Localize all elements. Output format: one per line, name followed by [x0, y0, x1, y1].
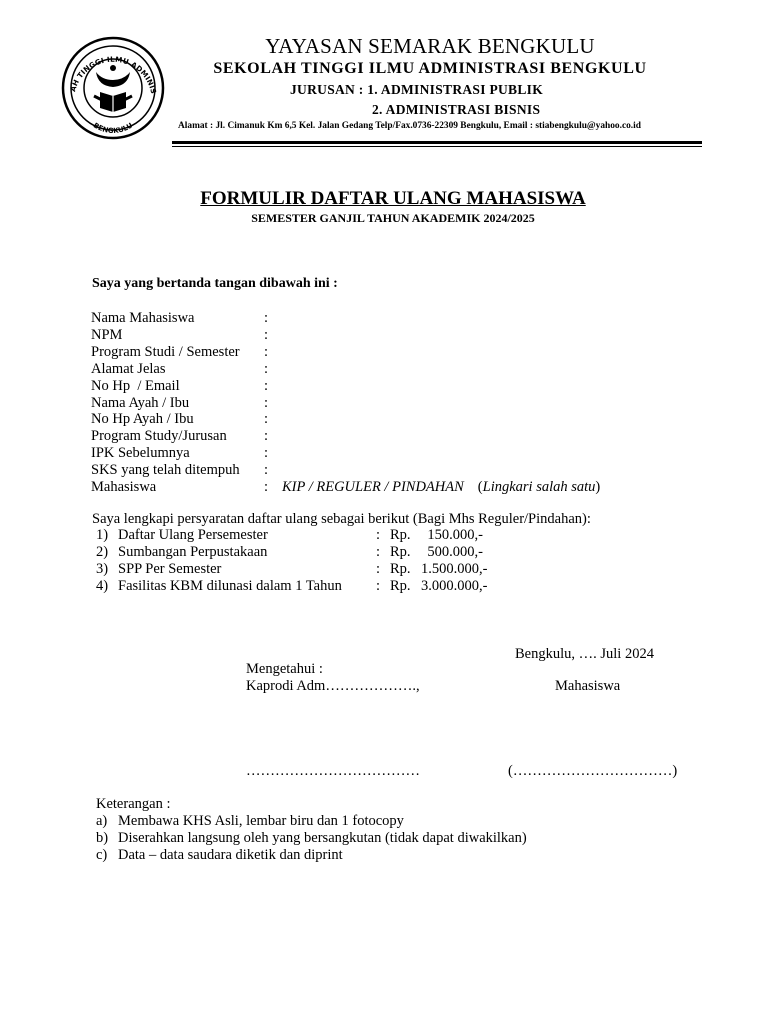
requirement-amount: 3.000.000,-	[421, 577, 488, 594]
requirement-number: 1)	[96, 527, 109, 543]
requirement-number: 2)	[96, 543, 109, 560]
field-colon: :	[264, 377, 269, 394]
requirement-currency: Rp.	[390, 543, 411, 560]
form-title: FORMULIR DAFTAR ULANG MAHASISWA	[200, 188, 586, 209]
note-item	[96, 813, 527, 830]
requirement-colon: :	[376, 560, 381, 577]
note-item	[96, 847, 527, 864]
student-signature-label: Mahasiswa	[555, 678, 621, 694]
student-fields	[91, 310, 600, 496]
field-colon: :	[264, 445, 269, 462]
field-colon: :	[264, 343, 269, 360]
requirement-currency: Rp.	[390, 577, 411, 594]
form-subtitle: SEMESTER GANJIL TAHUN AKADEMIK 2024/2025	[251, 211, 535, 225]
field-row-program-semester	[91, 344, 600, 361]
requirement-label: Fasilitas KBM dilunasi dalam 1 Tahun	[118, 577, 342, 594]
foundation-name: YAYASAN SEMARAK BENGKULU	[265, 34, 595, 58]
field-label: Mahasiswa	[91, 479, 157, 496]
requirement-colon: :	[376, 543, 381, 560]
notes-list	[96, 813, 527, 864]
note-letter: c)	[96, 846, 108, 863]
requirement-item	[96, 527, 483, 544]
field-row-name	[91, 310, 600, 327]
place-date: Bengkulu, …. Juli 2024	[515, 646, 654, 662]
field-colon: :	[264, 326, 269, 343]
note-text: Lingkari salah satu	[482, 479, 596, 496]
student-type-options[interactable]: KIP / REGULER / PINDAHAN	[282, 479, 464, 496]
field-colon: :	[264, 411, 269, 428]
requirement-item	[96, 577, 488, 595]
note-text: Data – data saudara diketik dan diprint	[118, 846, 343, 863]
requirement-label: SPP Per Semester	[118, 560, 222, 577]
field-label: Nama Mahasiswa	[91, 310, 195, 326]
logo-text-bottom: BENGKULU	[91, 121, 135, 136]
field-row-sks	[91, 462, 600, 479]
field-label: Program Studi / Semester	[91, 343, 240, 360]
requirements-list	[96, 527, 488, 595]
department-2: 2. ADMINISTRASI BISNIS	[372, 102, 541, 117]
school-name: SEKOLAH TINGGI ILMU ADMINISTRASI BENGKULU	[213, 60, 647, 77]
field-row-program-jurusan	[91, 428, 600, 445]
note-letter: b)	[96, 829, 109, 846]
field-row-parent-phone	[91, 411, 600, 428]
kaprodi-label: Kaprodi Adm……………….,	[246, 678, 420, 694]
notes-title: Keterangan :	[96, 796, 171, 812]
field-colon: :	[264, 462, 269, 479]
requirement-colon: :	[376, 577, 381, 594]
student-signature-line: (……………………………)	[508, 763, 678, 779]
requirement-number: 4)	[96, 577, 109, 594]
school-address: Alamat : Jl. Cimanuk Km 6,5 Kel. Jalan Gedang Telp/Fax.0736-22309 Bengkulu, Email : stiabengkulu@yahoo.co.id	[178, 121, 641, 131]
letterhead-divider-thick	[172, 141, 702, 144]
field-row-address	[91, 361, 600, 378]
note-item	[96, 830, 527, 847]
field-label: SKS yang telah ditempuh	[91, 462, 240, 479]
kaprodi-signature-line: ………………………………	[246, 763, 420, 779]
letterhead-divider-thin	[172, 146, 702, 147]
field-row-npm	[91, 327, 600, 344]
field-label: No Hp Ayah / Ibu	[91, 411, 194, 428]
requirement-item	[96, 560, 488, 578]
requirement-amount: 500.000,-	[427, 543, 483, 560]
field-row-ipk	[91, 445, 600, 462]
field-label: Program Study/Jurusan	[91, 428, 227, 445]
requirement-number: 3)	[96, 560, 109, 577]
field-label: Nama Ayah / Ibu	[91, 394, 190, 411]
note-letter: a)	[96, 813, 108, 829]
logo-text-top: AH TINGGI ILMU ADMINIS	[68, 54, 159, 95]
requirement-item	[96, 544, 483, 561]
requirement-currency: Rp.	[390, 527, 411, 543]
requirement-amount: 150.000,-	[427, 527, 483, 543]
department-1: JURUSAN : 1. ADMINISTRASI PUBLIK	[290, 82, 544, 97]
requirement-amount: 1.500.000,-	[421, 560, 488, 577]
field-colon: :	[264, 310, 269, 326]
field-label: No Hp / Email	[91, 377, 180, 394]
form-intro: Saya yang bertanda tangan dibawah ini :	[92, 276, 338, 291]
requirement-label: Daftar Ulang Persemester	[118, 527, 268, 543]
field-colon: :	[264, 394, 269, 411]
field-colon: :	[264, 479, 269, 496]
requirements-intro: Saya lengkapi persyaratan daftar ulang sebagai berikut (Bagi Mhs Reguler/Pindahan):	[92, 511, 591, 527]
requirement-label: Sumbangan Perpustakaan	[118, 543, 268, 560]
field-colon: :	[264, 360, 269, 377]
field-label: IPK Sebelumnya	[91, 445, 190, 462]
requirement-colon: :	[376, 527, 381, 543]
field-colon: :	[264, 428, 269, 445]
acknowledged-label: Mengetahui :	[246, 661, 323, 677]
field-label: NPM	[91, 326, 123, 343]
note-text: Diserahkan langsung oleh yang bersangkutan (tidak dapat diwakilkan)	[118, 829, 527, 846]
field-row-phone-email	[91, 378, 600, 395]
student-type-note	[478, 479, 600, 496]
field-row-student-type	[91, 479, 600, 496]
note-paren-open: (	[477, 479, 483, 496]
note-text: Membawa KHS Asli, lembar biru dan 1 fotocopy	[118, 813, 404, 829]
field-label: Alamat Jelas	[91, 360, 166, 377]
requirement-currency: Rp.	[390, 560, 411, 577]
note-paren-close: )	[595, 479, 601, 496]
field-row-parent-name	[91, 395, 600, 412]
